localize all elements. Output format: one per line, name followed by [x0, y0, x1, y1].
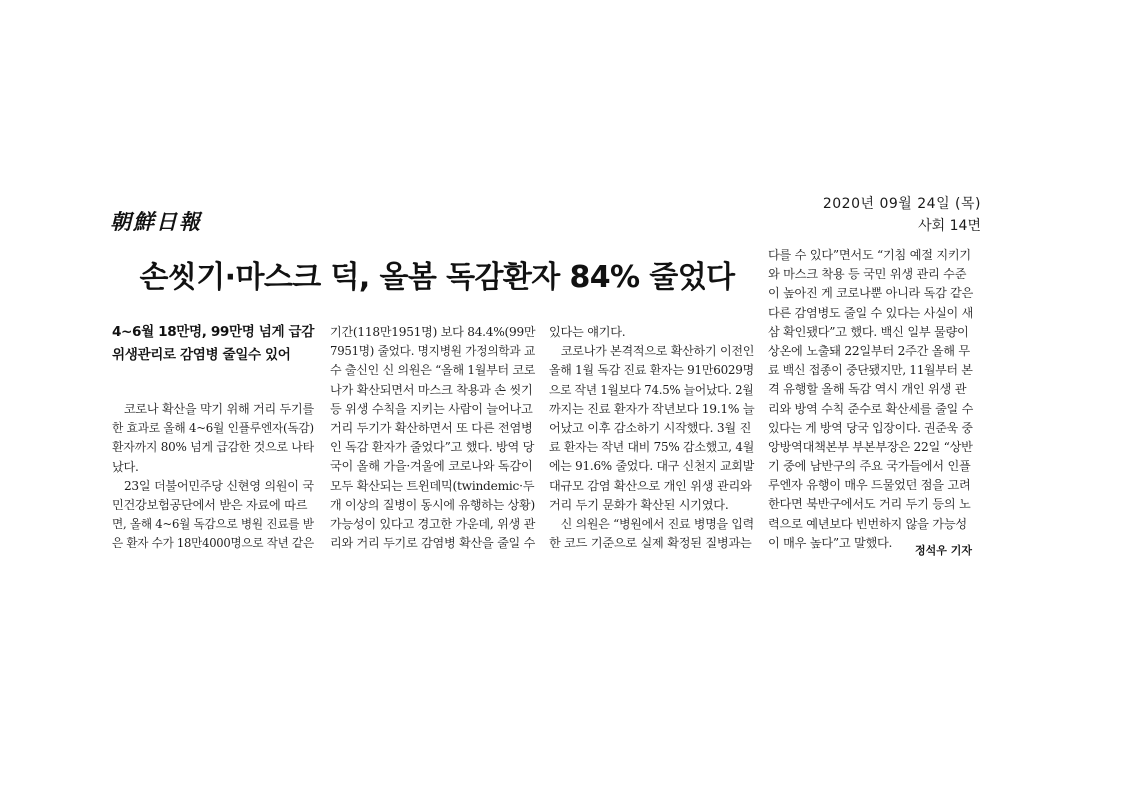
article-text-line: 기간(118만1951명) 보다 84.4%(99만 — [330, 325, 536, 339]
article-text-line: 력으로 예년보다 빈번하지 않을 가능성 — [768, 516, 967, 531]
article-text-line: 에는 91.6% 줄었다. 대구 신천지 교회발 — [549, 459, 755, 474]
article-text-line: 모두 확산되는 트윈데믹(twindemic·두 — [330, 478, 535, 493]
section-page-label: 사회 14면 — [918, 218, 981, 234]
article-text-line: 상온에 노출돼 22일부터 2주간 올해 무 — [768, 343, 970, 358]
article-text-line: 등 위생 수칙을 지키는 사람이 늘어나고 — [330, 401, 533, 416]
article-text-line: 코로나 확산을 막기 위해 거리 두기를 — [123, 402, 314, 416]
article-text-line: 앙방역대책본부 부본부장은 22일 “상반 — [768, 439, 973, 454]
article-column-1 — [112, 400, 314, 554]
article-byline: 정석우 기자 — [915, 544, 972, 557]
article-text-line: 다른 감염병도 줄일 수 있다는 사실이 새 — [768, 305, 974, 320]
article-headline: 손씻기·마스크 덕, 올봄 독감환자 84% 줄었다 — [139, 260, 735, 295]
article-subheadline — [112, 321, 315, 367]
publication-date: 2020년 09월 24일 (목) — [822, 196, 981, 212]
subheadline-line: 4~6월 18만명, 99만명 넘게 급감 — [112, 324, 315, 340]
article-text-line: 료 백신 접종이 중단됐지만, 11월부터 본 — [768, 363, 973, 378]
article-text-line: 대규모 감염 확산으로 개인 위생 관리와 — [549, 478, 752, 493]
article-text-line: 신 의원은 “병원에서 진료 병명을 입력 — [560, 516, 754, 531]
article-text-line: 리와 방역 수칙 준수로 확산세를 줄일 수 — [768, 401, 974, 416]
article-text-line: 났다. — [112, 459, 139, 474]
article-column-4 — [768, 246, 973, 553]
article-column-2 — [330, 323, 535, 553]
article-text-line: 면, 올해 4~6월 독감으로 병원 진료를 받 — [112, 517, 314, 532]
article-text-line: 료 환자는 작년 대비 75% 감소했고, 4월 — [549, 440, 755, 455]
article-text-line: 까지는 진료 환자가 작년보다 19.1% 늘 — [549, 401, 755, 416]
article-text-line: 개 이상의 질병이 동시에 유행하는 상황) — [330, 497, 535, 512]
article-text-line: 국이 올해 가을·겨울에 코로나와 독감이 — [330, 459, 533, 474]
article-text-line: 가능성이 있다고 경고한 가운데, 위생 관 — [330, 516, 536, 531]
article-text-line: 한 코드 기준으로 실제 확정된 질병과는 — [549, 536, 752, 551]
article-text-line: 이 매우 높다”고 말했다. — [768, 535, 893, 550]
article-text-line: 와 마스크 착용 등 국민 위생 관리 수준 — [768, 267, 967, 282]
article-text-line: 인 독감 환자가 줄었다”고 했다. 방역 당 — [330, 440, 535, 455]
article-text-line: 삼 확인됐다”고 했다. 백신 일부 물량이 — [768, 324, 969, 339]
article-text-line: 있다는 게 방역 당국 입장이다. 권준욱 중 — [768, 420, 973, 435]
article-text-line: 어났고 이후 감소하기 시작했다. 3월 진 — [549, 420, 752, 435]
article-column-3 — [549, 323, 754, 553]
article-text-line: 루엔자 유행이 매우 드물었던 점을 고려 — [768, 478, 971, 493]
article-text-line: 7951명) 줄었다. 명지병원 가정의학과 교 — [330, 344, 535, 359]
newspaper-logo: 朝鮮日報 — [110, 209, 202, 234]
article-text-line: 수 출신인 신 의원은 “올해 1월부터 코로 — [330, 363, 536, 378]
article-text-line: 이 높아진 게 코로나뿐 아니라 독감 같은 — [768, 286, 974, 301]
article-text-line: 민건강보험공단에서 받은 자료에 따르 — [112, 497, 308, 512]
article-text-line: 있다는 얘기다. — [549, 325, 626, 339]
article-text-line: 코로나가 본격적으로 확산하기 이전인 — [560, 344, 755, 359]
article-text-line: 한 효과로 올해 4~6월 인플루엔자(독감) — [112, 421, 314, 436]
article-text-line: 으로 작년 1월보다 74.5% 늘어났다. 2월 — [549, 382, 754, 397]
article-text-line: 격 유행할 올해 독감 역시 개인 위생 관 — [768, 382, 967, 397]
article-text-line: 거리 두기가 확산하면서 또 다른 전염병 — [330, 420, 533, 435]
article-text-line: 한다면 북반구에서도 거리 두기 등의 노 — [768, 497, 971, 512]
article-text-line: 나가 확산되면서 마스크 착용과 손 씻기 — [330, 382, 533, 397]
article-text-line: 거리 두기 문화가 확산된 시기였다. — [549, 497, 729, 512]
article-text-line: 기 중에 남반구의 주요 국가들에서 인플 — [768, 459, 971, 474]
article-text-line: 다를 수 있다”면서도 “기침 예절 지키기 — [768, 248, 971, 262]
article-text-line: 은 환자 수가 18만4000명으로 작년 같은 — [112, 536, 314, 551]
article-text-line: 23일 더불어민주당 신현영 의원이 국 — [123, 478, 314, 493]
article-text-line: 환자까지 80% 넘게 급감한 것으로 나타 — [112, 440, 314, 455]
article-text-line: 리와 거리 두기로 감염병 확산을 줄일 수 — [330, 536, 536, 551]
subheadline-line: 위생관리로 감염병 줄일수 있어 — [112, 347, 291, 363]
article-text-line: 올해 1월 독감 진료 환자는 91만6029명 — [549, 363, 754, 378]
